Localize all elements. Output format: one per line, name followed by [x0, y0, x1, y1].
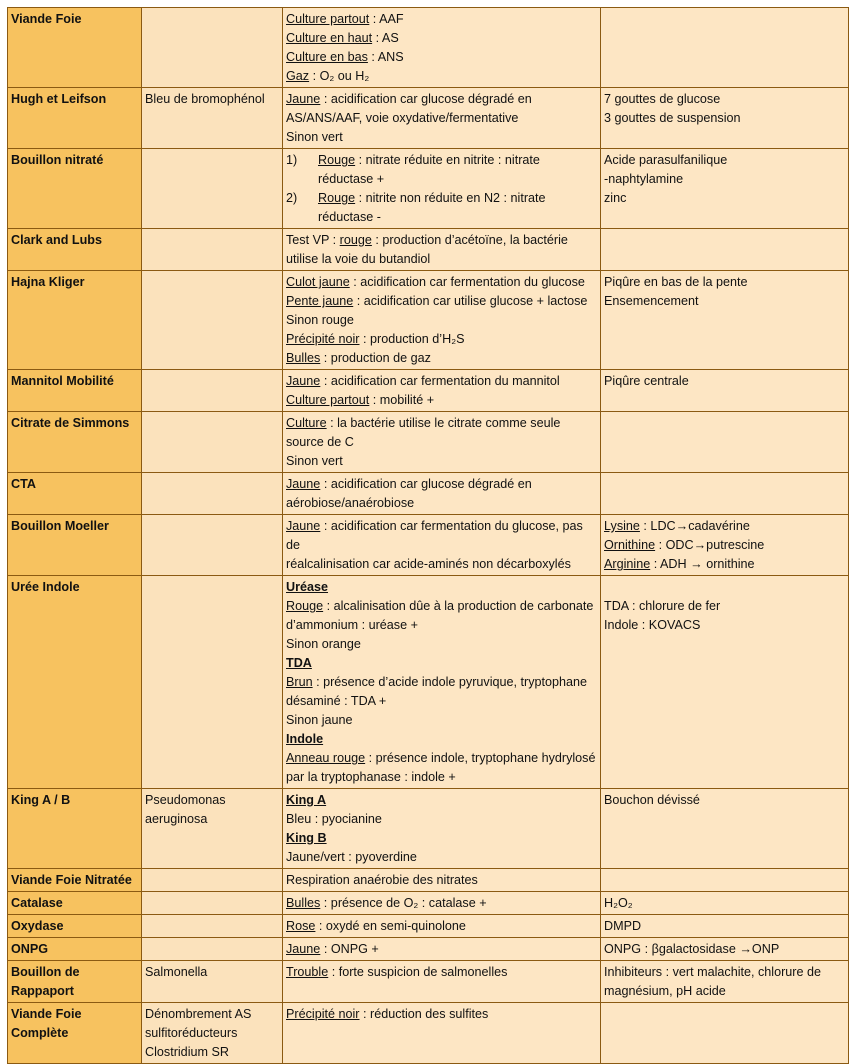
cell-line	[286, 730, 597, 749]
underlined-term: Précipité noir	[286, 1007, 360, 1021]
underlined-term: Culture en bas	[286, 50, 368, 64]
text: : AS	[372, 31, 399, 45]
indicator-cell	[142, 149, 283, 229]
reagent-cell	[601, 88, 849, 149]
reagent-cell	[601, 8, 849, 88]
medium-name-cell	[8, 576, 142, 789]
underlined-term: Précipité noir	[286, 332, 360, 346]
text: 7 gouttes de glucose	[604, 92, 721, 106]
medium-name: Bouillon nitraté	[11, 153, 104, 167]
underlined-term: Rouge	[318, 153, 356, 167]
underlined-term: Anneau rouge	[286, 751, 366, 765]
cell-line	[604, 273, 845, 292]
cell-line	[604, 940, 845, 959]
cell-line	[286, 917, 597, 936]
underlined-term: Culture	[286, 416, 327, 430]
medium-name-cell	[8, 892, 142, 915]
underlined-term: Jaune	[286, 374, 321, 388]
text: : forte suspicion de salmonelles	[328, 965, 508, 979]
cell-line	[604, 597, 845, 616]
indicator-line: Salmonella	[145, 965, 208, 979]
underlined-term: Culture partout	[286, 393, 370, 407]
indicator-line: Clostridium SR	[145, 1045, 229, 1059]
text: : production d’acétoïne, la bactérie	[371, 233, 568, 247]
text: Sinon vert	[286, 454, 343, 468]
table-row	[8, 938, 849, 961]
indicator-cell	[142, 961, 283, 1003]
result-cell	[283, 8, 601, 88]
medium-name: CTA	[11, 477, 36, 491]
indicator-cell	[142, 869, 283, 892]
text: : présence indole, tryptophane hydrylosé	[365, 751, 596, 765]
cell-line	[286, 963, 597, 982]
indicator-cell	[142, 515, 283, 576]
indicator-cell	[142, 1003, 283, 1064]
cell-line	[604, 517, 845, 536]
cell-line	[286, 391, 597, 410]
text: : présence d’acide indole pyruvique, tryptophane	[312, 675, 588, 689]
medium-name: Hajna Kliger	[11, 275, 85, 289]
indicator-cell	[142, 789, 283, 869]
text: Sinon jaune	[286, 713, 353, 727]
indicator-cell	[142, 8, 283, 88]
indicator-cell	[142, 473, 283, 515]
table-row	[8, 149, 849, 229]
media-table-body	[8, 8, 849, 1064]
cell-line	[286, 517, 597, 555]
result-cell	[283, 88, 601, 149]
result-cell	[283, 149, 601, 229]
cell-line	[286, 452, 597, 471]
underlined-term: Culture partout	[286, 12, 370, 26]
result-cell	[283, 892, 601, 915]
section-heading: Indole	[286, 732, 324, 746]
underlined-term: Bulles	[286, 896, 321, 910]
underlined-term: Rouge	[286, 599, 324, 613]
text: : acidification car utilise glucose + lactose	[353, 294, 588, 308]
table-row	[8, 961, 849, 1003]
medium-name: Viande Foie Complète	[11, 1007, 82, 1040]
text: Bleu : pyocianine	[286, 812, 382, 826]
medium-name-cell	[8, 515, 142, 576]
text: Jaune/vert : pyoverdine	[286, 850, 417, 864]
text: : acidification car glucose dégradé en	[320, 92, 532, 106]
reagent-cell	[601, 412, 849, 473]
text: Respiration anaérobie des nitrates	[286, 873, 478, 887]
indicator-line: Pseudomonas	[145, 793, 226, 807]
underlined-term: Trouble	[286, 965, 329, 979]
medium-name-cell	[8, 149, 142, 229]
result-cell	[283, 229, 601, 271]
text: zinc	[604, 191, 627, 205]
cell-line	[604, 963, 845, 982]
cell-line	[286, 48, 597, 67]
cell-line	[604, 536, 845, 555]
underlined-term: Jaune	[286, 477, 321, 491]
text: DMPD	[604, 919, 642, 933]
underlined-term: Jaune	[286, 92, 321, 106]
text: : production d’H₂S	[359, 332, 465, 346]
cell-line	[286, 494, 597, 513]
indicator-line: aeruginosa	[145, 812, 208, 826]
table-row	[8, 8, 849, 88]
text: : production de gaz	[320, 351, 431, 365]
medium-name: Citrate de Simmons	[11, 416, 130, 430]
medium-name: Catalase	[11, 896, 63, 910]
text: : nitrite non réduite en N2 : nitrate	[355, 191, 546, 205]
reagent-cell	[601, 1003, 849, 1064]
indicator-cell	[142, 412, 283, 473]
text: : ODC→putrescine	[655, 538, 765, 552]
reagent-cell	[601, 370, 849, 412]
cell-line	[604, 292, 845, 311]
text: : ANS	[367, 50, 404, 64]
result-cell	[283, 271, 601, 370]
indicator-line: sulfitoréducteurs	[145, 1026, 238, 1040]
table-row	[8, 789, 849, 869]
cell-line	[286, 673, 597, 692]
text: source de C	[286, 435, 354, 449]
cell-line	[604, 578, 845, 597]
text: Ensemencement	[604, 294, 699, 308]
section-heading: King B	[286, 831, 327, 845]
indicator-line: Dénombrement AS	[145, 1007, 252, 1021]
cell-line	[286, 692, 597, 711]
table-row	[8, 915, 849, 938]
cell-line	[286, 768, 597, 787]
cell-line	[286, 414, 597, 433]
cell-line	[604, 791, 845, 810]
result-cell	[283, 789, 601, 869]
cell-line	[286, 654, 597, 673]
cell-line	[286, 189, 597, 208]
underlined-term: Rouge	[318, 191, 356, 205]
cell-line	[286, 635, 597, 654]
cell-line	[286, 10, 597, 29]
text: : nitrate réduite en nitrite : nitrate	[355, 153, 540, 167]
cell-line	[286, 29, 597, 48]
underlined-term: Ornithine	[604, 538, 656, 552]
cell-line	[286, 616, 597, 635]
indicator-cell	[142, 229, 283, 271]
cell-line	[286, 555, 597, 574]
cell-line	[286, 151, 597, 170]
result-cell	[283, 1003, 601, 1064]
medium-name: Mannitol Mobilité	[11, 374, 114, 388]
cell-line	[286, 578, 597, 597]
text: : O₂ ou H₂	[309, 69, 370, 83]
text: Acide parasulfanilique	[604, 153, 728, 167]
reagent-cell	[601, 271, 849, 370]
table-row	[8, 869, 849, 892]
cell-line	[286, 749, 597, 768]
text: Test VP :	[286, 233, 340, 247]
cell-line	[604, 616, 845, 635]
section-heading: TDA	[286, 656, 312, 670]
cell-line	[604, 109, 845, 128]
result-cell	[283, 412, 601, 473]
cell-line	[604, 90, 845, 109]
reagent-cell	[601, 938, 849, 961]
text: par la tryptophanase : indole +	[286, 770, 456, 784]
section-heading: King A	[286, 793, 327, 807]
text: Sinon vert	[286, 130, 343, 144]
text: : acidification car fermentation du glucose	[349, 275, 585, 289]
reagent-cell	[601, 789, 849, 869]
text: d’ammonium : uréase +	[286, 618, 418, 632]
reagent-cell	[601, 473, 849, 515]
medium-name-cell	[8, 869, 142, 892]
list-number: 1)	[286, 153, 298, 167]
medium-name-cell	[8, 88, 142, 149]
text: AS/ANS/AAF, voie oxydative/fermentative	[286, 111, 519, 125]
medium-name: Bouillon Moeller	[11, 519, 109, 533]
table-row	[8, 473, 849, 515]
reagent-cell	[601, 961, 849, 1003]
table-row	[8, 88, 849, 149]
underlined-term: Gaz	[286, 69, 310, 83]
text: désaminé : TDA +	[286, 694, 387, 708]
reagent-cell	[601, 576, 849, 789]
medium-name: ONPG	[11, 942, 49, 956]
medium-name: King A / B	[11, 793, 71, 807]
underlined-term: Culture en haut	[286, 31, 373, 45]
cell-line	[286, 871, 597, 890]
text: : LDC→cadavérine	[639, 519, 750, 533]
medium-name-cell	[8, 1003, 142, 1064]
indicator-cell	[142, 271, 283, 370]
text: utilise la voie du butandiol	[286, 252, 431, 266]
cell-line	[286, 128, 597, 147]
cell-line	[286, 791, 597, 810]
medium-name: Bouillon de Rappaport	[11, 965, 80, 998]
cell-line	[286, 90, 597, 109]
text: TDA : chlorure de fer	[604, 599, 721, 613]
result-cell	[283, 915, 601, 938]
cell-line	[286, 349, 597, 368]
result-cell	[283, 473, 601, 515]
text: H₂O₂	[604, 896, 633, 910]
underlined-term: Pente jaune	[286, 294, 354, 308]
cell-line	[286, 1005, 597, 1024]
cell-line	[286, 894, 597, 913]
list-number: 2)	[286, 191, 298, 205]
cell-line	[286, 810, 597, 829]
cell-line	[286, 231, 597, 250]
underlined-term: Lysine	[604, 519, 640, 533]
underlined-term: rouge	[339, 233, 372, 247]
table-row	[8, 576, 849, 789]
cell-line	[604, 982, 845, 1001]
section-heading: Uréase	[286, 580, 329, 594]
text: : ONPG +	[320, 942, 379, 956]
underlined-term: Bulles	[286, 351, 321, 365]
medium-name: Oxydase	[11, 919, 64, 933]
cell-line	[286, 273, 597, 292]
underlined-term: Arginine	[604, 557, 651, 571]
medium-name-cell	[8, 8, 142, 88]
cell-line	[604, 372, 845, 391]
medium-name-cell	[8, 938, 142, 961]
text: : acidification car fermentation du glucose, pas de	[286, 519, 583, 552]
text: magnésium, pH acide	[604, 984, 726, 998]
table-row	[8, 271, 849, 370]
text: Piqûre en bas de la pente	[604, 275, 748, 289]
medium-name-cell	[8, 229, 142, 271]
text: : présence de O₂ : catalase +	[320, 896, 487, 910]
text: : réduction des sulfites	[359, 1007, 489, 1021]
text: Piqûre centrale	[604, 374, 689, 388]
medium-name-cell	[8, 473, 142, 515]
indicator-line: Bleu de bromophénol	[145, 92, 265, 106]
result-cell	[283, 370, 601, 412]
table-row	[8, 515, 849, 576]
text: Inhibiteurs : vert malachite, chlorure de	[604, 965, 821, 979]
cell-line	[604, 917, 845, 936]
table-row	[8, 1003, 849, 1064]
cell-line	[286, 433, 597, 452]
text: -naphtylamine	[604, 172, 684, 186]
medium-name: Viande Foie Nitratée	[11, 873, 132, 887]
medium-name-cell	[8, 915, 142, 938]
reagent-cell	[601, 915, 849, 938]
cell-line	[604, 189, 845, 208]
cell-line	[286, 208, 597, 227]
text: 3 gouttes de suspension	[604, 111, 741, 125]
text: aérobiose/anaérobiose	[286, 496, 415, 510]
cell-line	[604, 555, 845, 574]
medium-name: Viande Foie	[11, 12, 82, 26]
text: réalcalinisation car acide-aminés non décarboxylés	[286, 557, 571, 571]
cell-line	[286, 330, 597, 349]
cell-line	[286, 829, 597, 848]
text: : acidification car fermentation du mannitol	[320, 374, 560, 388]
cell-line	[604, 151, 845, 170]
indicator-cell	[142, 88, 283, 149]
cell-line	[286, 940, 597, 959]
text: Bouchon dévissé	[604, 793, 700, 807]
text: Sinon orange	[286, 637, 361, 651]
medium-name-cell	[8, 961, 142, 1003]
text: Indole : KOVACS	[604, 618, 701, 632]
table-row	[8, 412, 849, 473]
reagent-cell	[601, 869, 849, 892]
result-cell	[283, 515, 601, 576]
indicator-cell	[142, 370, 283, 412]
text: : la bactérie utilise le citrate comme seule	[326, 416, 561, 430]
reagent-cell	[601, 149, 849, 229]
cell-line	[286, 67, 597, 86]
reagent-cell	[601, 229, 849, 271]
table-row	[8, 892, 849, 915]
medium-name-cell	[8, 789, 142, 869]
text: réductase +	[318, 172, 385, 186]
medium-name-cell	[8, 370, 142, 412]
table-row	[8, 370, 849, 412]
medium-name: Hugh et Leifson	[11, 92, 107, 106]
cell-line	[286, 170, 597, 189]
cell-line	[286, 109, 597, 128]
text: : mobilité +	[369, 393, 435, 407]
text: ONPG : βgalactosidase →ONP	[604, 942, 780, 956]
result-cell	[283, 961, 601, 1003]
medium-name: Urée Indole	[11, 580, 80, 594]
cell-line	[286, 292, 597, 311]
result-cell	[283, 938, 601, 961]
cell-line	[286, 711, 597, 730]
underlined-term: Rose	[286, 919, 316, 933]
reagent-cell	[601, 515, 849, 576]
text: : ADH → ornithine	[650, 557, 755, 571]
indicator-cell	[142, 915, 283, 938]
text: réductase -	[318, 210, 381, 224]
cell-line	[286, 848, 597, 867]
medium-name-cell	[8, 412, 142, 473]
table-row	[8, 229, 849, 271]
text: : acidification car glucose dégradé en	[320, 477, 532, 491]
result-cell	[283, 869, 601, 892]
cell-line	[286, 250, 597, 269]
media-table	[7, 7, 849, 1064]
medium-name-cell	[8, 271, 142, 370]
text: : AAF	[369, 12, 404, 26]
cell-line	[604, 894, 845, 913]
underlined-term: Culot jaune	[286, 275, 350, 289]
result-cell	[283, 576, 601, 789]
indicator-cell	[142, 892, 283, 915]
indicator-cell	[142, 938, 283, 961]
text: : oxydé en semi-quinolone	[315, 919, 466, 933]
cell-line	[286, 475, 597, 494]
indicator-cell	[142, 576, 283, 789]
text: Sinon rouge	[286, 313, 354, 327]
cell-line	[286, 311, 597, 330]
reagent-cell	[601, 892, 849, 915]
medium-name: Clark and Lubs	[11, 233, 102, 247]
cell-line	[286, 372, 597, 391]
underlined-term: Jaune	[286, 519, 321, 533]
text: : alcalinisation dûe à la production de carbonate	[323, 599, 594, 613]
cell-line	[604, 170, 845, 189]
underlined-term: Brun	[286, 675, 313, 689]
underlined-term: Jaune	[286, 942, 321, 956]
cell-line	[286, 597, 597, 616]
